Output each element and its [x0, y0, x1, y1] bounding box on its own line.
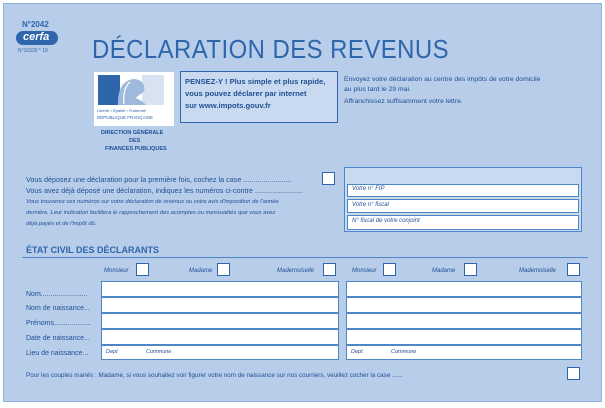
row-label-prenoms — [26, 320, 91, 327]
lieu-naissance-label: Lieu de naissance — [26, 350, 83, 357]
fiscal-number-field[interactable] — [347, 199, 579, 213]
fip-number-field[interactable] — [347, 184, 579, 197]
married-note — [26, 372, 403, 379]
cerfa-logo-text: cerfa — [23, 31, 50, 43]
row-label-lieu-naissance — [26, 350, 88, 357]
marianne-motto: Liberté • Égalité • Fraternité — [97, 108, 146, 113]
numbers-panel — [344, 167, 582, 232]
first-time-text — [26, 175, 291, 184]
page-title: DÉCLARATION DES REVENUS — [92, 34, 450, 64]
nom-naissance-label: Nom de naissance — [26, 305, 84, 312]
prenoms-dots: ................... — [54, 320, 91, 327]
dgfip-line-2: DES — [129, 138, 141, 144]
nom-dots: ........................ — [40, 291, 88, 298]
tax-form-page — [3, 3, 602, 402]
send-line-3: Affranchissez suffisamment votre lettre. — [344, 98, 463, 105]
marianne-logo — [94, 72, 174, 126]
civility-mr-1: Monsieur — [104, 268, 129, 274]
marianne-country: RÉPUBLIQUE FRANÇAISE — [97, 115, 154, 120]
cerfa-logo — [16, 31, 58, 45]
civility-miss-2: Mademoiselle — [519, 268, 557, 274]
row-label-nom-naissance — [26, 305, 90, 312]
declarant-1-prenoms-field[interactable] — [101, 313, 339, 329]
civility-mr-checkbox-2[interactable] — [383, 263, 396, 276]
prenoms-label: Prénoms — [26, 320, 55, 327]
declarant-2-dept-label: Dept — [351, 349, 363, 355]
civility-mrs-2: Madame — [432, 268, 456, 274]
married-note-text: Pour les couples mariés : Madame, si vous souhaitez voir figurer votre nom de naissance sur nos courriers, veuillez cocher la case — [26, 372, 391, 379]
nom-label: Nom — [26, 291, 41, 298]
fip-number-label: Votre n° FIP — [352, 186, 385, 192]
numbers-text — [26, 186, 303, 195]
date-naissance-dots: ... — [83, 335, 90, 342]
dgfip-line-1: DIRECTION GÉNÉRALE — [101, 130, 164, 136]
civility-mr-checkbox-1[interactable] — [136, 263, 149, 276]
civility-miss-checkbox-1[interactable] — [323, 263, 336, 276]
etat-civil-divider — [22, 257, 588, 258]
declarant-1-date-naissance-field[interactable] — [101, 329, 339, 345]
send-line-2: au plus tard le 29 mai. — [344, 86, 411, 93]
declarant-1-commune-label: Commune — [146, 349, 172, 355]
internet-line-1: PENSEZ-Y ! Plus simple et plus rapide, — [185, 77, 326, 86]
married-note-dots: ...... — [392, 372, 403, 379]
numbers-dots: ........................ — [254, 186, 303, 195]
first-time-label: Vous déposez une déclaration pour la première fois, cochez la case — [26, 175, 242, 184]
send-line-1: Envoyez votre déclaration au centre des impôts de votre domicile — [344, 76, 541, 83]
lieu-naissance-dots: ... — [82, 350, 89, 357]
numbers-note-3: déjà payés et de l'impôt dû. — [26, 221, 97, 227]
numbers-note-2: dernière. Leur indication facilitera le rapprochement des acomptes ou mensualités que vous avez — [26, 210, 276, 216]
numbers-label: Vous avez déjà déposé une déclaration, indiquez les numéros ci-contre — [26, 186, 253, 195]
cerfa-number: N°10330 * 19 — [18, 48, 48, 54]
internet-line-2: vous pouvez déclarer par internet — [185, 89, 307, 98]
declarant-2-date-naissance-field[interactable] — [346, 329, 582, 345]
declarant-2-nom-naissance-field[interactable] — [346, 297, 582, 313]
civility-mrs-checkbox-1[interactable] — [217, 263, 230, 276]
numbers-note-1: Vous trouverez ces numéros sur votre déclaration de revenus ou votre avis d'imposition de l'année — [26, 199, 279, 205]
spouse-fiscal-number-label: N° fiscal de votre conjoint — [352, 218, 420, 224]
date-naissance-label: Date de naissance — [26, 335, 84, 342]
first-time-dots: ........................ — [243, 175, 292, 184]
civility-mr-2: Monsieur — [352, 268, 377, 274]
declarant-2-prenoms-field[interactable] — [346, 313, 582, 329]
etat-civil-title: ÉTAT CIVIL DES DÉCLARANTS — [26, 245, 160, 255]
declarant-1-dept-label: Dept — [106, 349, 118, 355]
declarant-2-commune-label: Commune — [391, 349, 417, 355]
spouse-fiscal-number-field[interactable] — [347, 215, 579, 230]
internet-line-3: sur www.impots.gouv.fr — [185, 101, 271, 110]
row-label-date-naissance — [26, 335, 90, 342]
declarant-2-nom-field[interactable] — [346, 281, 582, 297]
declarant-2-lieu-naissance-field[interactable] — [346, 345, 582, 360]
nom-naissance-dots: ... — [83, 305, 90, 312]
marianne-icon — [94, 72, 174, 108]
civility-miss-checkbox-2[interactable] — [567, 263, 580, 276]
row-label-nom — [26, 291, 87, 298]
declarant-1-nom-field[interactable] — [101, 281, 339, 297]
declarant-1-lieu-naissance-field[interactable] — [101, 345, 339, 360]
civility-mrs-checkbox-2[interactable] — [464, 263, 477, 276]
fiscal-number-label: Votre n° fiscal — [352, 202, 389, 208]
form-number: N°2042 — [22, 20, 49, 29]
dgfip-line-3: FINANCES PUBLIQUES — [105, 146, 167, 152]
civility-mrs-1: Madame — [189, 268, 213, 274]
first-time-checkbox[interactable] — [322, 172, 335, 185]
married-note-checkbox[interactable] — [567, 367, 580, 380]
declarant-1-nom-naissance-field[interactable] — [101, 297, 339, 313]
civility-miss-1: Mademoiselle — [277, 268, 315, 274]
internet-box — [180, 71, 338, 123]
